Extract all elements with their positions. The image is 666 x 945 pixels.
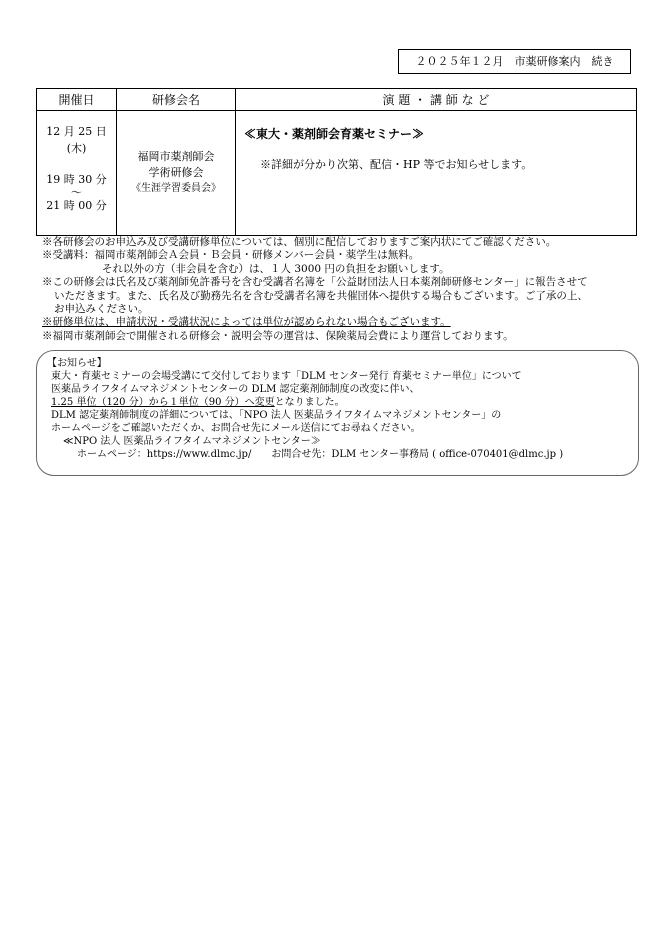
announcement-line-3: [37, 396, 638, 409]
time-separator: ～: [71, 186, 82, 199]
table-header-row: [37, 89, 637, 111]
org-heading: ≪NPO 法人 医薬品ライフタイムマネジメントセンター≫: [63, 436, 321, 447]
note-privacy: ※この研修会は氏名及び薬剤師免許番号を含む受講者名簿を「公益財団法人日本薬剤師研修センター」に報告させて: [42, 276, 588, 289]
org-committee: 《生涯学習委員会》: [131, 183, 221, 194]
topic-detail: ※詳細が分かり次第、配信・HP 等でお知らせします。: [260, 158, 533, 171]
notes-section: [42, 236, 642, 343]
contact-line: ホームページ：https://www.dlmc.jp/ お問合せ先：DLM センター事務局 ( office-070401@dlmc.jp ): [77, 449, 564, 460]
date-cell: [37, 111, 117, 236]
note-fee: ※受講料：福岡市薬剤師会Ａ会員・Ｂ会員・研修メンバー会員・薬学生は無料。: [42, 249, 420, 262]
note-privacy-3: お申込みください。: [54, 303, 149, 316]
table-row: [37, 111, 637, 236]
time-start: 19 時 30 分: [46, 173, 107, 186]
header-date: 開催日: [37, 89, 117, 111]
announcement-line-2: 医薬品ライフタイムマネジメントセンターの DLM 認定薬剤師制度の改変に伴い、: [51, 384, 420, 395]
announcement-line-5: ホームページをご確認いただくか、お問合せ先にメール送信にてお尋ねください。: [51, 423, 421, 434]
header-name: 研修会名: [117, 89, 236, 111]
event-date: 12 月 25 日: [46, 125, 107, 138]
note-operation: ※福岡市薬剤師会で開催される研修会・説明会等の運営は、保険薬局会費により運営しております。: [42, 329, 514, 342]
time-end: 21 時 00 分: [46, 199, 107, 212]
topic-cell: [236, 111, 637, 236]
announcement-heading: 【お知らせ】: [47, 358, 107, 369]
note-fee-detail: それ以外の方（非会員を含む）は、１人 3000 円の負担をお願いします。: [102, 262, 450, 275]
topic-title: ≪東大・薬剤師会育薬セミナー≫: [244, 127, 425, 141]
schedule-table: [36, 88, 637, 236]
note-credits: ※研修単位は、申請状況・受講状況によっては単位が認められない場合もございます。: [42, 316, 451, 329]
announcement-box: [36, 350, 639, 476]
org-subtitle: 学術研修会: [148, 166, 204, 179]
note-registration: ※各研修会のお申込み及び受講研修単位については、個別に配信しておりますご案内状にてご確認ください。: [42, 236, 557, 248]
page-header: ２０２５年１２月 市薬研修案内 続き: [398, 49, 631, 74]
header-topic: 演 題 ・ 講 師 な ど: [236, 89, 637, 111]
credit-change-suffix: となりました。: [274, 397, 345, 408]
announcement-line-4: DLM 認定薬剤師制度の詳細については、「NPO 法人 医薬品ライフタイムマネジメントセンター」の: [51, 410, 502, 421]
note-privacy-2: いただきます。また、氏名及び勤務先名を含む受講者名簿を共催団体へ提供する場合もございます。ご了承の上、: [54, 289, 588, 302]
credit-change-text: 1.25 単位（120 分）から１単位（90 分）へ変更: [51, 397, 275, 408]
org-name: 福岡市薬剤師会: [137, 150, 215, 163]
org-cell: [117, 111, 236, 236]
announcement-line-1: 東大・育薬セミナーの会場受講にて交付しております「DLM センター発行 育薬セミナー単位」について: [51, 371, 522, 382]
event-weekday: (木): [66, 142, 87, 155]
